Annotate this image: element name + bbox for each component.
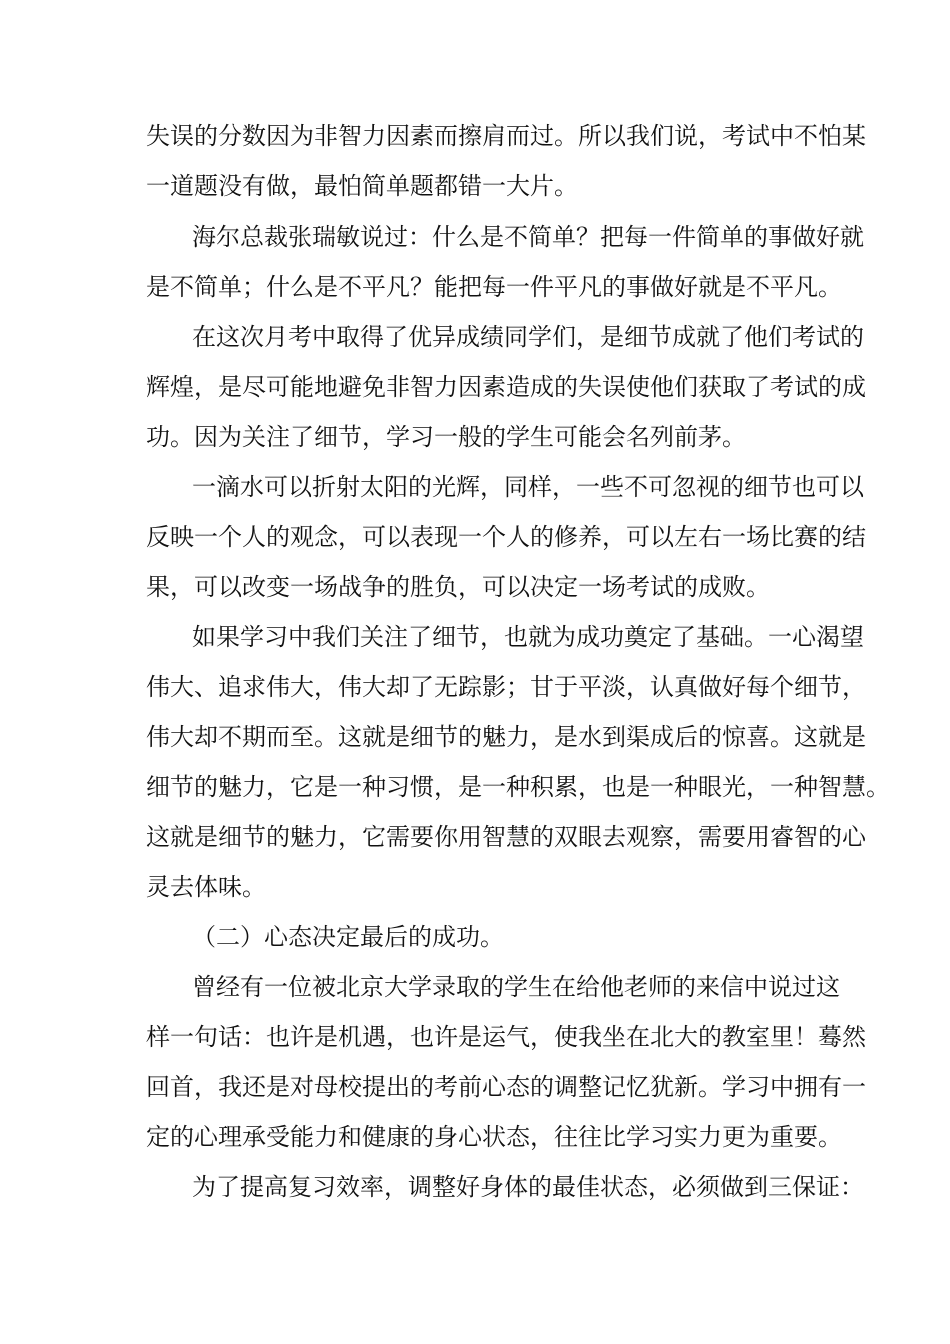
- text-line: 反映一个人的观念，可以表现一个人的修养，可以左右一场比赛的结: [146, 523, 866, 551]
- text-line: 这就是细节的魅力，它需要你用智慧的双眼去观察，需要用睿智的心: [146, 823, 866, 851]
- text-line: 定的心理承受能力和健康的身心状态，往往比学习实力更为重要。: [146, 1123, 842, 1151]
- paragraph-first-line: 海尔总裁张瑞敏说过：什么是不简单？把每一件简单的事做好就: [192, 223, 864, 251]
- text-line: 是不简单；什么是不平凡？能把每一件平凡的事做好就是不平凡。: [146, 273, 842, 301]
- text-line: 细节的魅力，它是一种习惯，是一种积累，也是一种眼光，一种智慧。: [146, 773, 890, 801]
- text-line: 伟大、追求伟大，伟大却了无踪影；甘于平淡，认真做好每个细节，: [146, 673, 866, 701]
- text-line: 失误的分数因为非智力因素而擦肩而过。所以我们说，考试中不怕某: [146, 122, 866, 150]
- paragraph-first-line: 为了提高复习效率，调整好身体的最佳状态，必须做到三保证：: [192, 1173, 864, 1201]
- text-line: 样一句话：也许是机遇，也许是运气，使我坐在北大的教室里！蓦然: [146, 1023, 866, 1051]
- paragraph-first-line: 在这次月考中取得了优异成绩同学们，是细节成就了他们考试的: [192, 323, 864, 351]
- text-line: 功。因为关注了细节，学习一般的学生可能会名列前茅。: [146, 423, 746, 451]
- paragraph-first-line: 如果学习中我们关注了细节，也就为成功奠定了基础。一心渴望: [192, 623, 864, 651]
- section-heading: （二）心态决定最后的成功。: [192, 923, 504, 951]
- text-line: 辉煌，是尽可能地避免非智力因素造成的失误使他们获取了考试的成: [146, 373, 866, 401]
- paragraph-first-line: 一滴水可以折射太阳的光辉，同样，一些不可忽视的细节也可以: [192, 473, 864, 501]
- text-line: 伟大却不期而至。这就是细节的魅力，是水到渠成后的惊喜。这就是: [146, 723, 866, 751]
- text-line: 灵去体味。: [146, 873, 266, 901]
- text-line: 一道题没有做，最怕简单题都错一大片。: [146, 172, 578, 200]
- text-line: 果，可以改变一场战争的胜负，可以决定一场考试的成败。: [146, 573, 770, 601]
- text-line: 回首，我还是对母校提出的考前心态的调整记忆犹新。学习中拥有一: [146, 1073, 866, 1101]
- paragraph-first-line: 曾经有一位被北京大学录取的学生在给他老师的来信中说过这: [192, 973, 840, 1001]
